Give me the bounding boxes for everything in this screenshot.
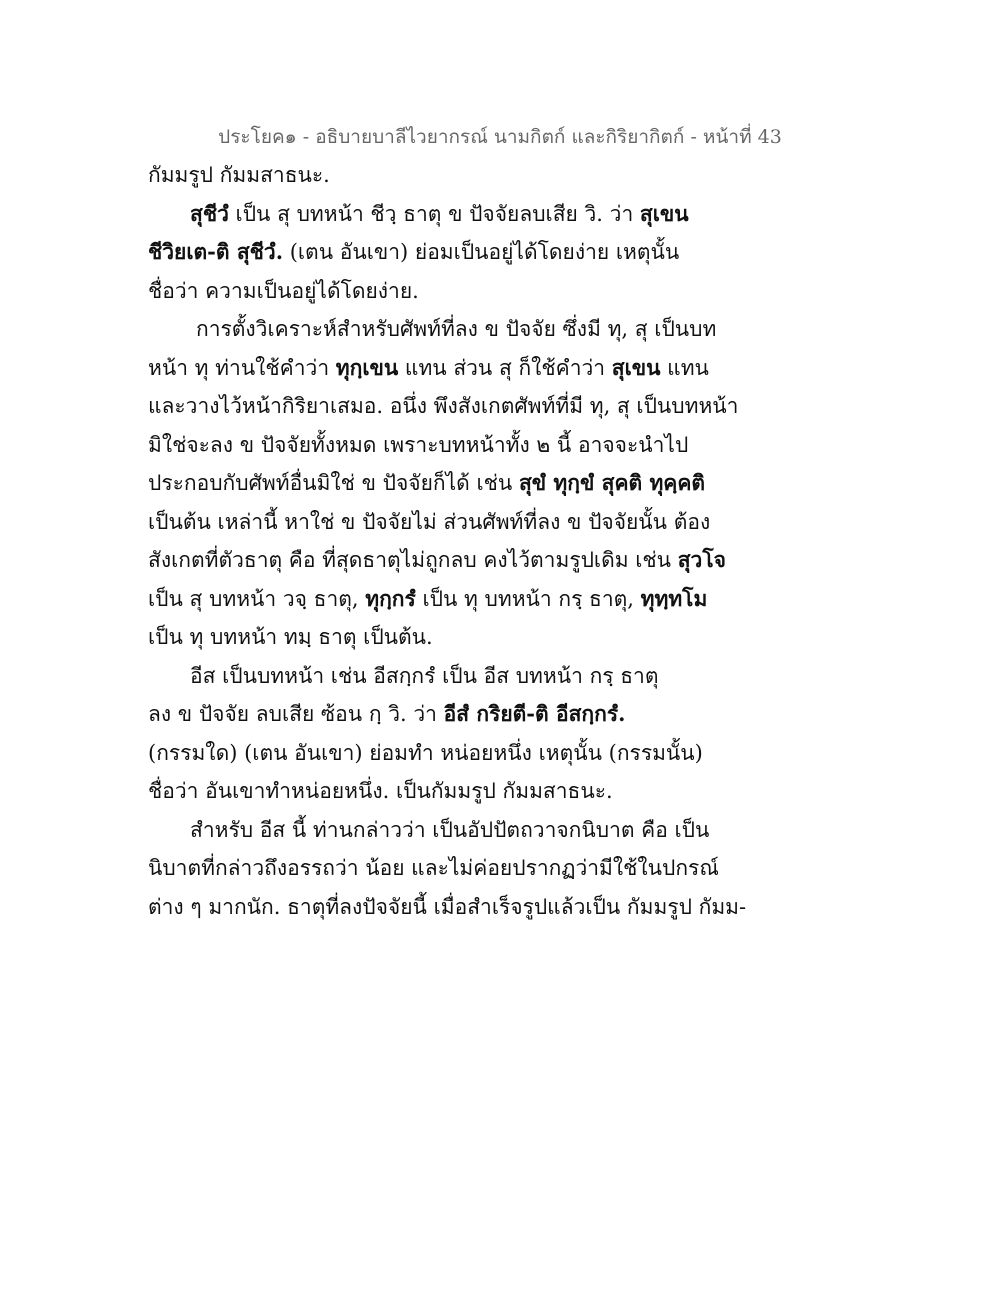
- text-line: [148, 657, 708, 696]
- text-run: แทน: [660, 355, 709, 380]
- text-line: [148, 888, 747, 927]
- text-run: (กรรมใด) (เตน อันเขา) ย่อมทำ หน่อยหนึ่ง เหตุนั้น (กรรมนั้น): [148, 740, 703, 765]
- text-run: อีส เป็นบทหน้า เช่น อีสกฺกรํ เป็น อีส บทหน้า กรฺ ธาตุ: [190, 663, 659, 688]
- text-line: [148, 580, 708, 619]
- text-run: แทน ส่วน สุ ก็ใช้คำว่า: [398, 355, 612, 380]
- text-line: [148, 426, 708, 465]
- text-line: [148, 195, 708, 234]
- body-text: [148, 156, 747, 926]
- text-run: สังเกตที่ตัวธาตุ คือ ที่สุดธาตุไม่ถูกลบ คงไว้ตามรูปเดิม เช่น: [148, 548, 678, 572]
- bold-term: ชีวิยเต-ติ สุชีวํ.: [148, 239, 284, 264]
- text-line: [148, 849, 719, 888]
- bold-term: อีสํ กริยตี-ติ อีสกฺกรํ.: [443, 701, 626, 726]
- text-line: [148, 772, 708, 811]
- text-line: [148, 156, 708, 195]
- bold-term: สุเขน: [611, 354, 661, 380]
- text-run: เป็น ทุ บทหน้า ทมฺ ธาตุ เป็นต้น.: [148, 625, 433, 649]
- text-run: ลง ข ปัจจัย ลบเสีย ซ้อน กฺ วิ. ว่า: [148, 702, 444, 726]
- text-run: และวางไว้หน้ากิริยาเสมอ. อนึ่ง พึงสังเกตศัพท์ที่มี ทุ, สุ เป็นบทหน้า: [148, 394, 739, 418]
- text-run: (เตน อันเขา) ย่อมเป็นอยู่ได้โดยง่าย เหตุนั้น: [283, 240, 680, 264]
- text-line: [148, 503, 711, 542]
- text-line: [148, 464, 708, 503]
- text-run: ชื่อว่า อันเขาทำหน่อยหนึ่ง. เป็นกัมมรูป กัมมสาธนะ.: [148, 779, 613, 803]
- text-line: [148, 811, 708, 850]
- text-run: นิบาตที่กล่าวถึงอรรถว่า น้อย และไม่ค่อยปรากฏว่ามีใช้ในปกรณ์: [148, 856, 719, 880]
- text-run: การตั้งวิเคราะห์สำหรับศัพท์ที่ลง ข ปัจจัย ซึ่งมี ทุ, สุ เป็นบท: [196, 317, 717, 341]
- bold-term: สุขํ ทุกฺขํ สุคติ ทุคฺคติ: [518, 470, 706, 495]
- text-line: [148, 695, 708, 734]
- text-run: มิใช่จะลง ข ปัจจัยทั้งหมด เพราะบทหน้าทั้ง ๒ นี้ อาจจะนำไป: [148, 432, 689, 457]
- text-run: เป็น สุ บทหน้า ชีวฺ ธาตุ ข ปัจจัยลบเสีย วิ. ว่า: [228, 201, 640, 226]
- text-line: [148, 618, 708, 657]
- text-line: [148, 349, 708, 388]
- bold-term: สุวโจ: [677, 547, 726, 572]
- text-run: ประกอบกับศัพท์อื่นมิใช่ ข ปัจจัยก็ได้ เช่น: [148, 471, 519, 495]
- text-run: ต่าง ๆ มากนัก. ธาตุที่ลงปัจจัยนี้ เมื่อสำเร็จรูปแล้วเป็น กัมมรูป กัมม-: [148, 894, 747, 919]
- text-line: [148, 387, 739, 426]
- text-run: เป็น ทุ บทหน้า กรฺ ธาตุ,: [415, 586, 641, 611]
- bold-term: ทุกฺเขน: [335, 354, 399, 380]
- text-run: สำหรับ อีส นี้ ท่านกล่าวว่า เป็นอัปปัตถวาจกนิบาต คือ เป็น: [190, 817, 710, 842]
- text-line: [148, 541, 726, 580]
- bold-term: สุเขน: [639, 200, 689, 226]
- text-line: [148, 272, 708, 311]
- text-run: ชื่อว่า ความเป็นอยู่ได้โดยง่าย.: [148, 278, 419, 303]
- text-run: หน้า ทุ ท่านใช้คำว่า: [148, 355, 336, 380]
- bold-term: สุชีวํ: [190, 200, 229, 226]
- bold-term: ทุทฺทโม: [640, 585, 708, 611]
- running-header: [0, 122, 1000, 152]
- text-line: [148, 233, 708, 272]
- text-line: [148, 734, 708, 773]
- bold-term: ทุกฺกรํ: [365, 585, 416, 611]
- text-run: เป็นต้น เหล่านี้ หาใช่ ข ปัจจัยไม่ ส่วนศัพท์ที่ลง ข ปัจจัยนั้น ต้อง: [148, 509, 711, 534]
- text-line: [148, 310, 717, 349]
- running-title: ประโยค๑ - อธิบายบาลีไวยากรณ์ นามกิตก์ และกิริยากิตก์ - หน้าที่ 43: [218, 126, 782, 148]
- text-run: กัมมรูป กัมมสาธนะ.: [148, 163, 330, 187]
- text-run: เป็น สุ บทหน้า วจฺ ธาตุ,: [148, 586, 366, 611]
